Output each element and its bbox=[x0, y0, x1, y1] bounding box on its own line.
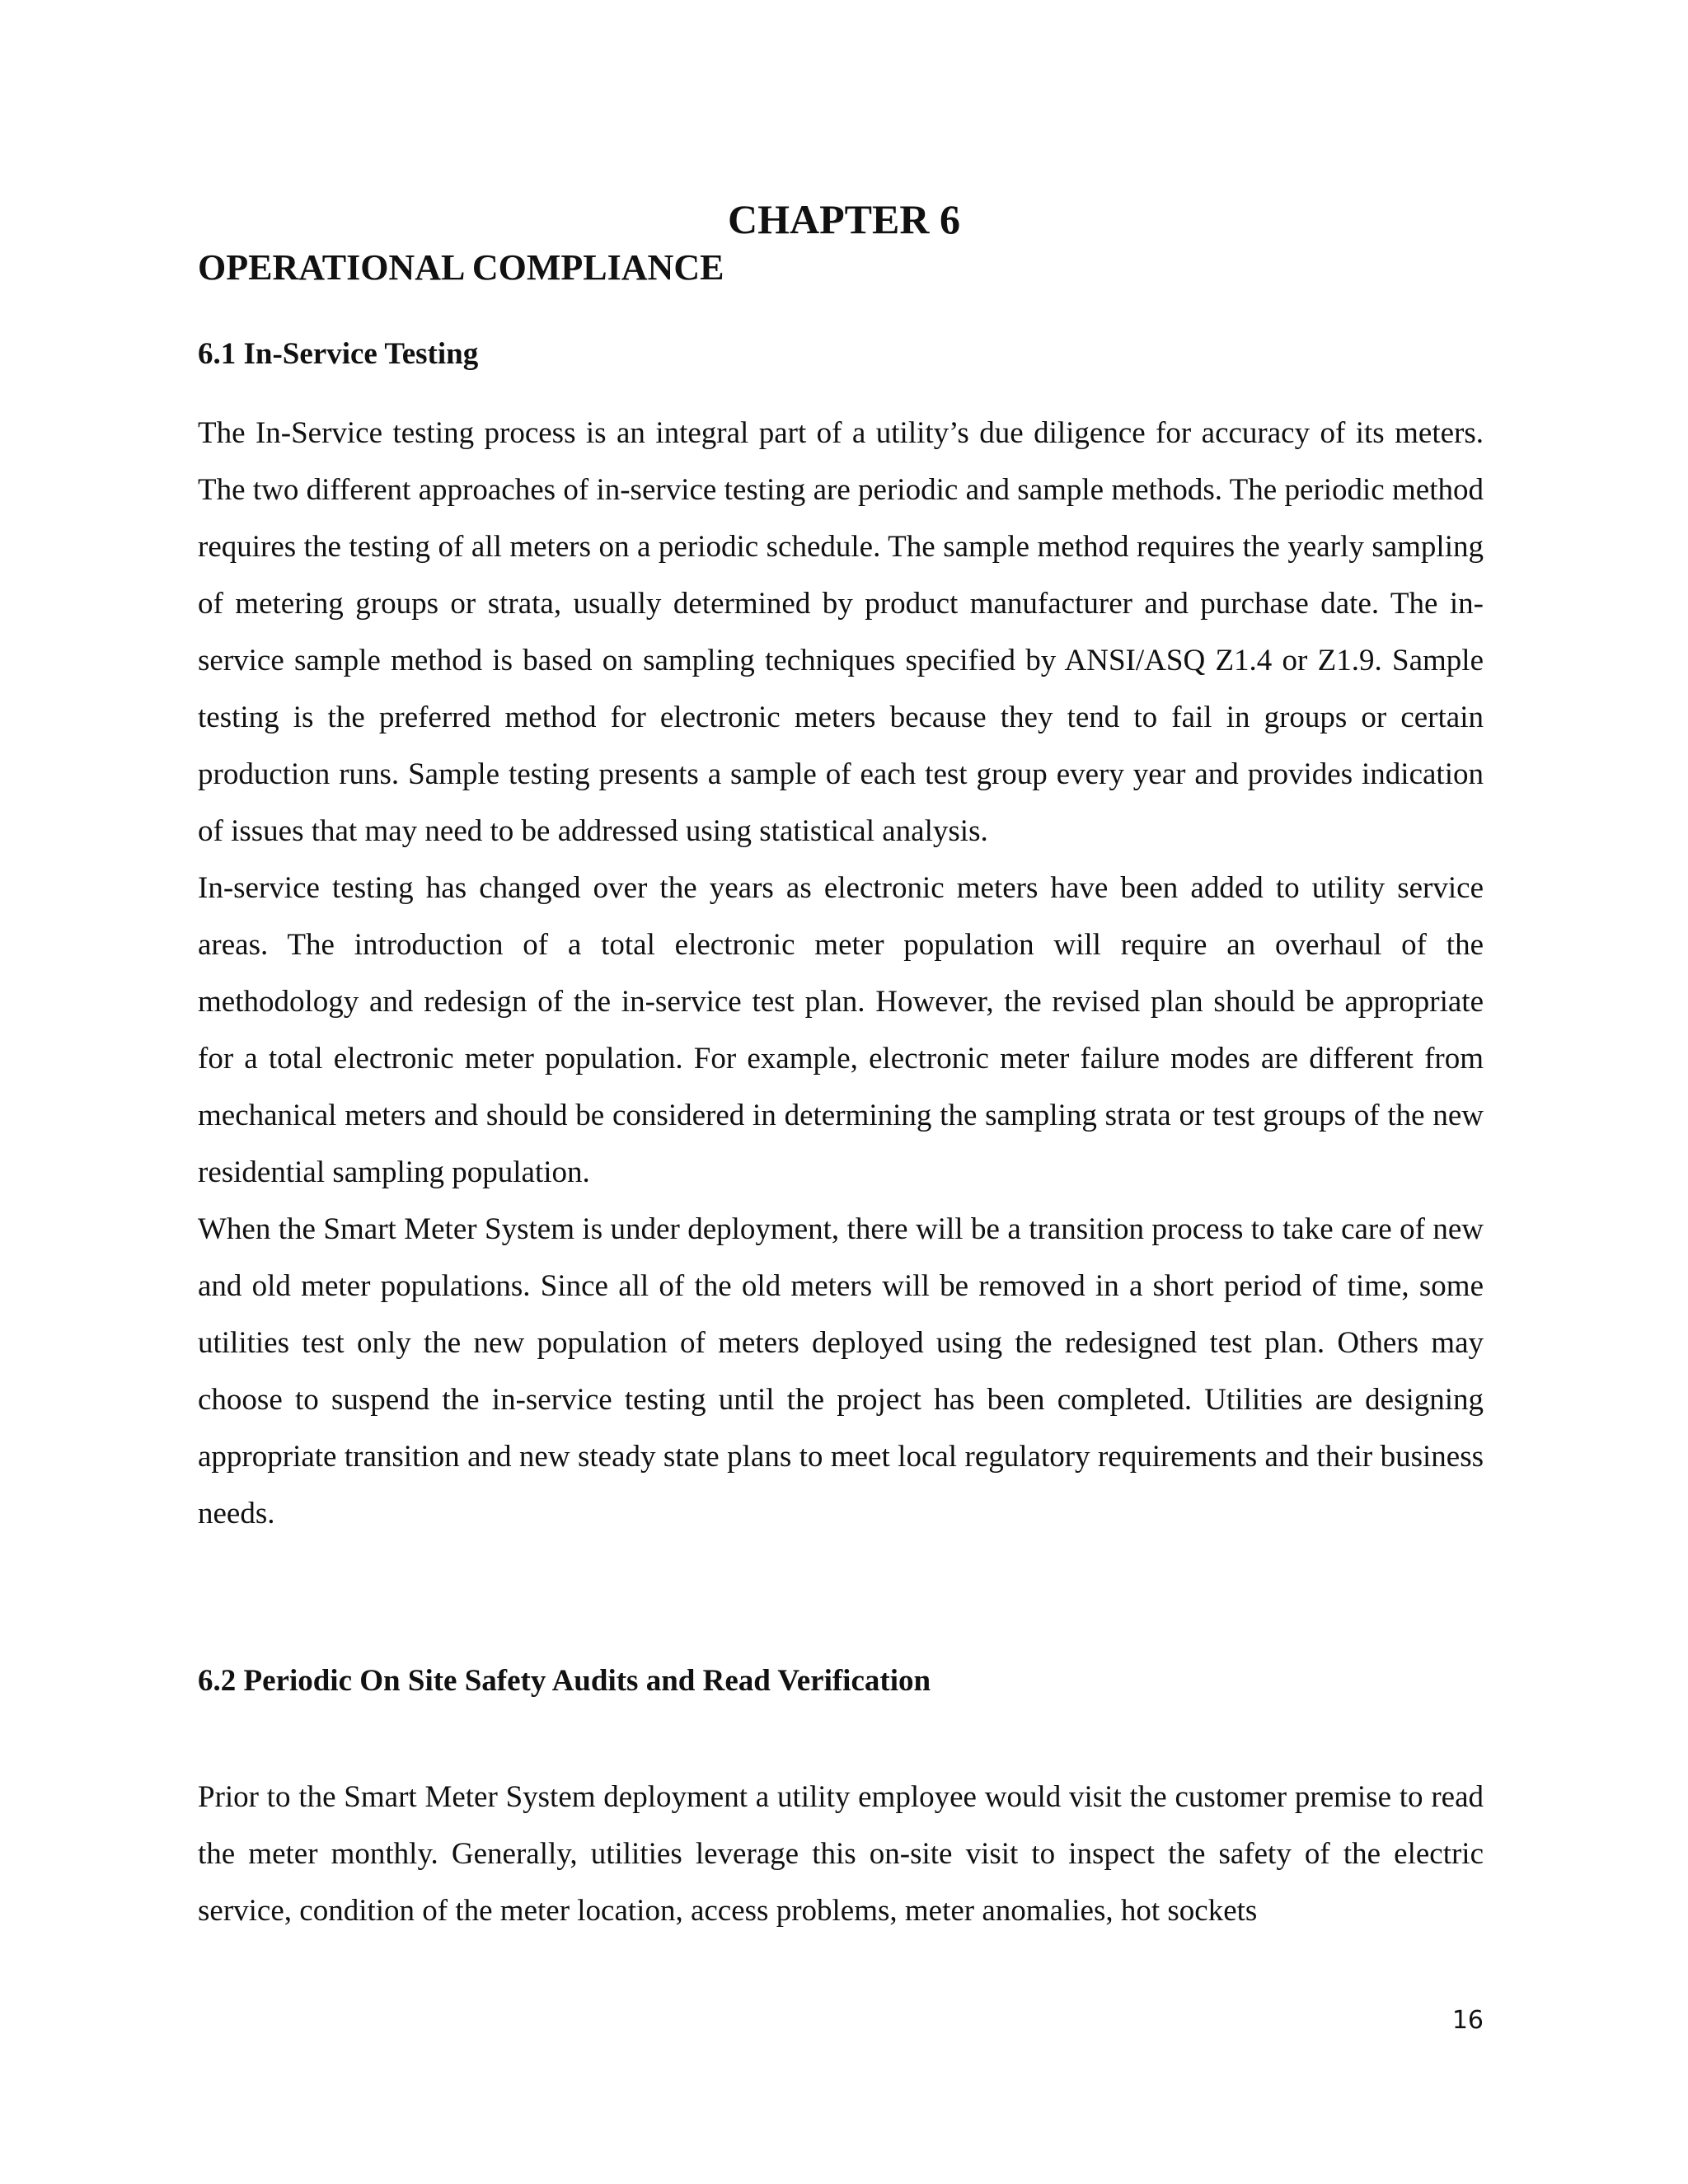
paragraph: Prior to the Smart Meter System deployment a utility employee would visit the customer premise to read the meter monthly. Generally, utilities leverage this on-site visit to inspect the safety of the electric service, condition of the meter location, access problems, meter anomalies, hot sockets bbox=[198, 1780, 1484, 1928]
section-heading-6-1: 6.1 In-Service Testing bbox=[198, 337, 479, 371]
paragraph: The In-Service testing process is an integral part of a utility’s due diligence for accuracy of its meters. The two different approaches of in-service testing are periodic and sample methods. The periodic method requires the testing of all meters on a periodic schedule. The sample method requires the yearly sampling of metering groups or strata, usually determined by product manufacturer and purchase date. The in-service sample method is based on sampling techniques specified by ANSI/ASQ Z1.4 or Z1.9. Sample testing is the preferred method for electronic meters because they tend to fail in groups or certain production runs. Sample testing presents a sample of each test group every year and provides indication of issues that may need to be addressed using statistical analysis. bbox=[198, 416, 1484, 848]
paragraph: When the Smart Meter System is under deployment, there will be a transition process to take care of new and old meter populations. Since all of the old meters will be removed in a short period of time, some utilities test only the new population of meters deployed using the redesigned test plan. Others may choose to suspend the in-service testing until the project has been completed. Utilities are designing appropriate transition and new steady state plans to meet local regulatory requirements and their business needs. bbox=[198, 1212, 1484, 1530]
page-number: 16 bbox=[1451, 2006, 1484, 2035]
section-6-1-body bbox=[198, 405, 1484, 1542]
paragraph: In-service testing has changed over the years as electronic meters have been added to utility service areas. The introduction of a total electronic meter population will require an overhaul of the methodology and redesign of the in-service test plan. However, the revised plan should be appropriate for a total electronic meter population. For example, electronic meter failure modes are different from mechanical meters and should be considered in determining the sampling strata or test groups of the new residential sampling population. bbox=[198, 871, 1484, 1189]
section-6-2-body bbox=[198, 1769, 1484, 1939]
section-heading-6-2: 6.2 Periodic On Site Safety Audits and Read Verification bbox=[198, 1664, 931, 1698]
chapter-title: OPERATIONAL COMPLIANCE bbox=[198, 247, 724, 288]
chapter-number: CHAPTER 6 bbox=[728, 196, 960, 242]
